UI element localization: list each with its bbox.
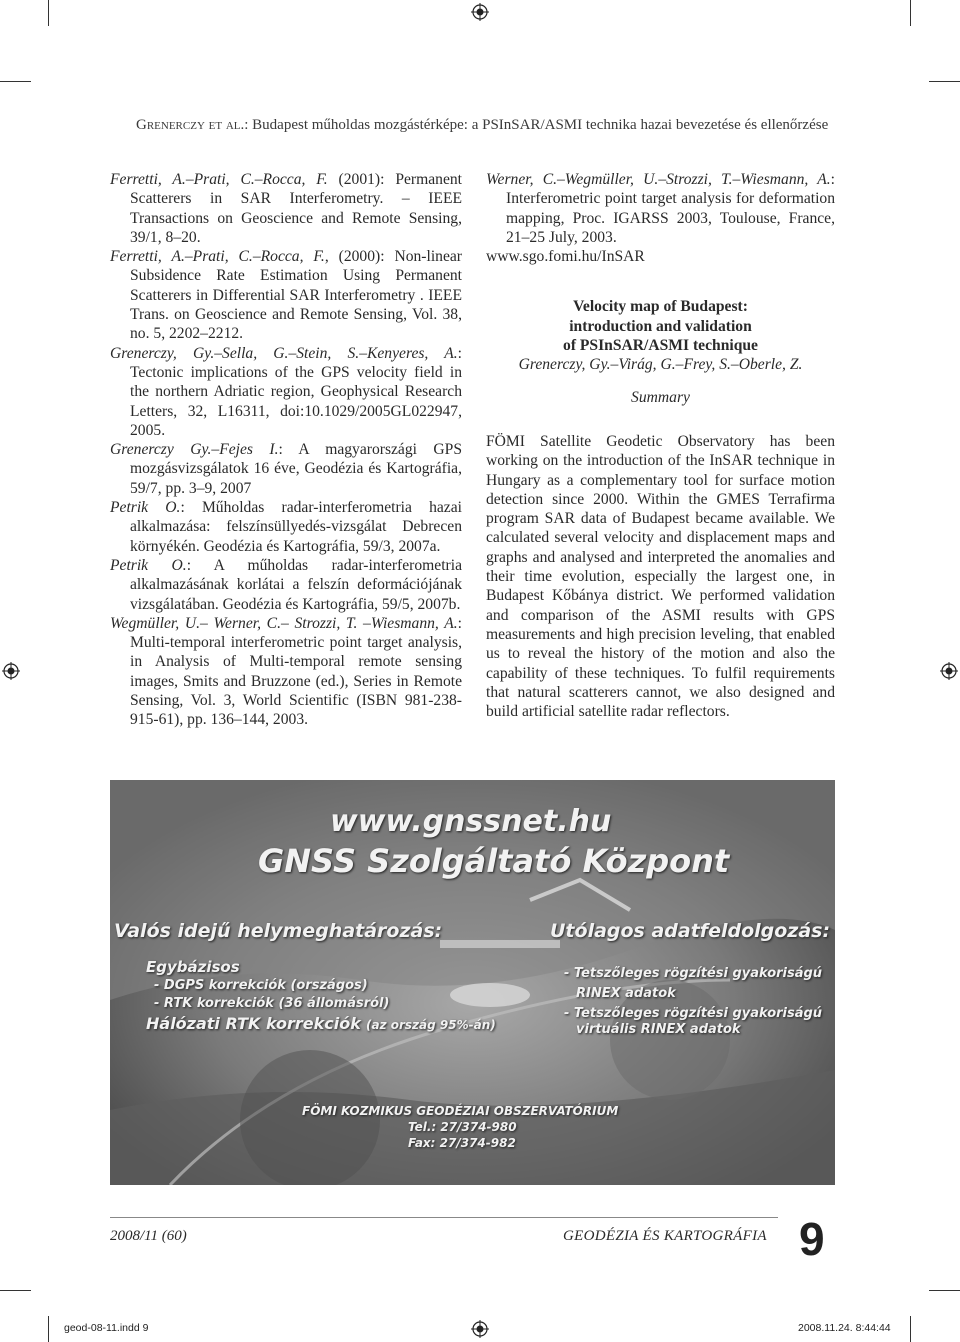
reference-item (110, 170, 462, 247)
slug-filename: geod-08-11.indd 9 (64, 1322, 149, 1334)
crop-mark (910, 1316, 911, 1342)
registration-mark-icon (471, 1320, 489, 1338)
reference-authors: Grenerczy Gy.–Fejes I. (110, 441, 279, 459)
crop-mark (929, 81, 960, 82)
summary-authors: Grenerczy, Gy.–Virág, G.–Frey, S.–Oberle, Z. (518, 356, 803, 374)
reference-authors: Petrik O. (110, 556, 187, 574)
crop-mark (48, 1316, 49, 1342)
advertisement-image (110, 780, 835, 1185)
reference-text: : Műholdas radar-interferometria hazai alkalmazása: felszínsüllyedés-vizsgálat Debrecen környékén. Geodézia és Kartográfia, 59/3, 2007a. (130, 499, 462, 555)
reference-item (110, 556, 462, 614)
crop-mark (0, 81, 31, 82)
ad-left-item: (az ország 95%-án) (366, 1018, 496, 1032)
crop-mark (0, 1290, 31, 1291)
reference-text: (2001): Permanent Scatterers in SAR Interferometry. – IEEE Transactions on Geoscience and Remote Sensing, 39/1, 8–20. (130, 171, 463, 246)
reference-item (110, 344, 462, 440)
reference-text: , (2000): Non-linear Subsidence Rate Estimation Using Permanent Scatterers in Differential SAR Interferometry . IEEE Trans. on Geoscience and Remote Sensing, Vol. 38, no. 5, 2202–2212. (130, 248, 462, 343)
ad-left-item: - RTK korrekciók (36 állomásról) (154, 996, 390, 1011)
crop-mark (929, 1290, 960, 1291)
footer-rule (110, 1217, 778, 1218)
reference-item (110, 498, 462, 556)
reference-text: : Multi-temporal interferometric point target analysis, in Analysis of Multi-temporal remote sensing images, Smits and Bruzzone (ed.), Series in Remote Sensing, Vol. 3, World Scientific (ISBN 981-238-915-61), pp. 136–144, 2003. (130, 614, 462, 729)
reference-item (486, 170, 835, 247)
footer-journal: GEODÉZIA ÉS KARTOGRÁFIA (563, 1228, 767, 1244)
registration-mark-icon (2, 662, 20, 680)
registration-mark-icon (471, 3, 489, 21)
summary-title-line: of PSInSAR/ASMI technique (563, 337, 758, 355)
ad-right-item: virtuális RINEX adatok (576, 1022, 741, 1037)
reference-text: : A magyarországi GPS mozgásvizsgálatok 16 éve, Geodézia és Kartográfia, 59/7, pp. 3–9, 2007 (130, 441, 462, 497)
ad-left-item: - DGPS korrekciók (országos) (154, 978, 368, 993)
page-number: 9 (799, 1213, 825, 1265)
reference-authors: Wegmüller, U.– Werner, C.– Strozzi, T. –Wiesmann, A. (110, 614, 458, 632)
reference-authors: Ferretti, A.–Prati, C.–Rocca, F. (110, 171, 328, 188)
footer-issue: 2008/11 (60) (110, 1228, 187, 1244)
ad-heading: GNSS Szolgáltató Központ (258, 842, 730, 880)
url-line: www.sgo.fomi.hu/InSAR (486, 248, 645, 266)
crop-mark (48, 0, 49, 26)
summary-title-line: Velocity map of Budapest: (573, 298, 748, 316)
running-header (136, 117, 829, 134)
reference-authors: Werner, C.–Wegmüller, U.–Strozzi, T.–Wiesmann, A. (486, 171, 831, 188)
right-references (486, 170, 835, 247)
ad-right-title: Utólagos adatfeldolgozás: (550, 920, 831, 942)
registration-mark-icon (940, 662, 958, 680)
reference-authors: Petrik O. (110, 499, 181, 517)
ad-right-item: RINEX adatok (576, 986, 676, 1001)
summary-title (486, 297, 835, 355)
reference-authors: Grenerczy, Gy.–Sella, G.–Stein, S.–Kenyeres, A. (110, 344, 458, 362)
left-column (110, 170, 462, 730)
summary-body: FÖMI Satellite Geodetic Observatory has been working on the introduction of the InSAR technique in Hungary as a complementary tool for surface motion detection since 2000. Within the GMES Terrafirma program SAR data of Budapest became available. We calculated several velocity and displacement maps and graphs and analysed and interpreted the anomalies and their time evolution, especially the largest one, in Budapest Kőbánya district. We performed validation and comparison of the ASMI results with GPS measurements and high precision leveling, that enabled us to reveal the history of the motion and also the capability of these techniques. To fulfil requirements that natural scatterers cannot, we also designed and build artificial satellite radar reflectors. (486, 432, 835, 721)
right-column (486, 170, 835, 721)
slug-timestamp: 2008.11.24. 8:44:44 (798, 1322, 891, 1334)
summary-title-line: introduction and validation (569, 317, 752, 335)
header-title: : Budapest műholdas mozgástérképe: a PSInSAR/ASMI technika hazai bevezetése és ellenőrzése (244, 117, 829, 133)
reference-item (110, 440, 462, 498)
reference-text: : A műholdas radar-interferometria alkalmazásának korlátai a felszín deformációjának vizsgálatában. Geodézia és Kartográfia, 59/5, 2007b. (130, 556, 462, 613)
ad-left-title: Valós idejű helymeghatározás: (114, 920, 443, 942)
ad-url: www.gnssnet.hu (330, 804, 612, 839)
reference-text: : Tectonic implications of the GPS velocity field in the northern Adriatic region, Geophysical Research Letters, 32, L16311, doi:10.1029/2005GL022947, 2005. (130, 344, 462, 439)
reference-authors: Ferretti, A.–Prati, C.–Rocca, F. (110, 248, 325, 266)
ad-organization: FÖMI KOZMIKUS GEODÉZIAI OBSZERVATÓRIUM (302, 1104, 619, 1118)
ad-left-item: Hálózati RTK korrekciók (146, 1014, 361, 1033)
ad-right-item: - Tetszőleges rögzítési gyakoriságú (564, 1006, 823, 1021)
reference-item (110, 614, 462, 730)
ad-left-item: Egybázisos (146, 958, 240, 976)
reference-text: : Interferometric point target analysis for deformation mapping, Proc. IGARSS 2003, Toulouse, France, 21–25 July, 2003. (506, 171, 835, 246)
reference-item (110, 247, 462, 343)
ad-fax: Fax: 27/374-982 (408, 1136, 516, 1150)
header-authors: Grenerczy et al. (136, 117, 245, 133)
ad-right-item: - Tetszőleges rögzítési gyakoriságú (564, 966, 823, 981)
crop-mark (910, 0, 911, 26)
ad-telephone: Tel.: 27/374-980 (408, 1120, 517, 1134)
summary-label: Summary (631, 388, 690, 406)
